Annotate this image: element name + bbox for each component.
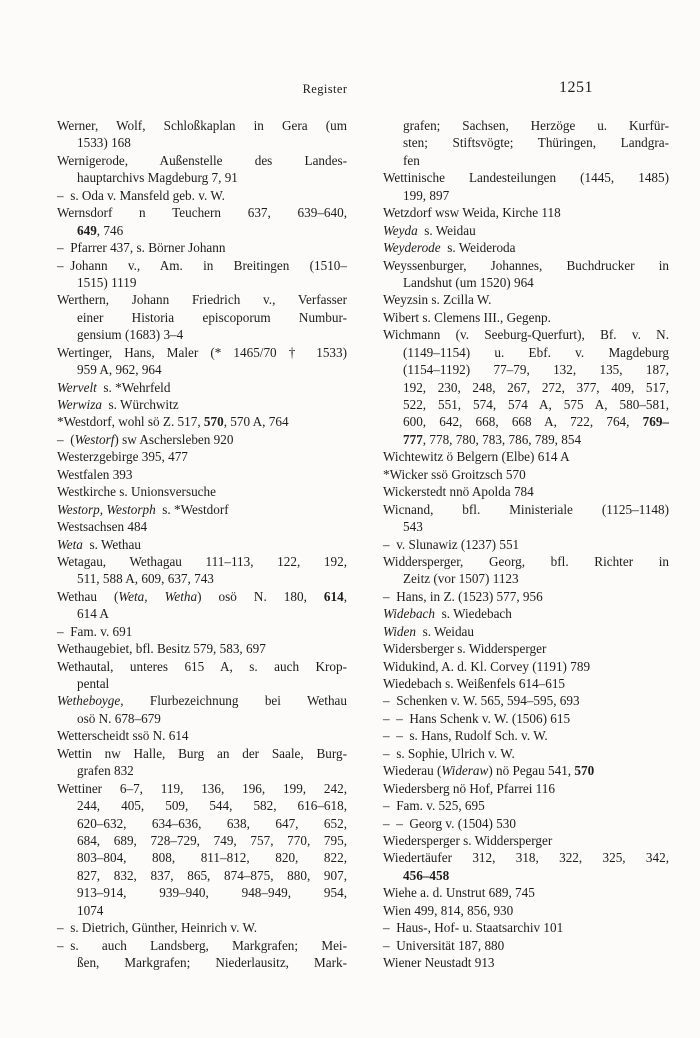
text-run: Westorf — [74, 431, 115, 447]
text-run: s. Würchwitz — [101, 397, 179, 412]
index-line — [383, 518, 669, 535]
text-run: 620–632, 634–636, 638, 647, 652, — [77, 815, 347, 831]
text-run: 777 — [403, 431, 423, 447]
index-line — [57, 553, 347, 570]
text-run: – – s. Hans, Rudolf Sch. v. W. — [383, 728, 548, 744]
text-run: – s. Oda v. Mansfeld geb. v. W. — [57, 187, 225, 203]
text-run: s. Wiedebach — [435, 606, 512, 622]
index-line — [383, 257, 669, 274]
index-line — [383, 152, 669, 169]
index-line — [383, 413, 669, 430]
text-run: 803–804, 808, 811–812, 820, 822, — [77, 850, 347, 866]
text-run: 649 — [77, 222, 97, 238]
index-line — [57, 169, 347, 186]
index-line — [383, 675, 669, 692]
text-run: Wiener Neustadt 913 — [383, 955, 495, 970]
text-run: Wickerstedt nnö Apolda 784 — [383, 484, 534, 500]
text-run: – Fam. v. 525, 695 — [383, 798, 485, 814]
index-line — [383, 849, 669, 866]
text-run: Weyderode — [383, 240, 441, 256]
index-line — [383, 954, 669, 971]
index-line — [57, 274, 347, 291]
text-run: s. Weideroda — [440, 240, 516, 256]
text-run: Wetzdorf wsw Weida, Kirche 118 — [383, 205, 561, 221]
text-run: 199, 897 — [403, 187, 450, 203]
text-run: s. Wethau — [82, 536, 141, 552]
text-run: Wernsdorf n Teuchern 637, 639–640, — [57, 205, 347, 221]
text-run: Wethaugebiet, bfl. Besitz 579, 583, 697 — [57, 641, 266, 657]
index-line — [383, 187, 669, 204]
index-line — [383, 117, 669, 134]
text-run: – Haus-, Hof- u. Staatsarchiv 101 — [383, 920, 564, 936]
index-line — [57, 309, 347, 326]
index-line — [57, 466, 347, 483]
text-run: – s. Sophie, Ulrich v. W. — [383, 745, 515, 761]
text-run: Landshut (um 1520) 964 — [403, 274, 534, 290]
text-run: (1149–1154) u. Ebf. v. Magdeburg — [403, 344, 669, 360]
index-line — [57, 623, 347, 640]
index-line — [383, 483, 669, 500]
text-run: – Schenken v. W. 565, 594–595, 693 — [383, 693, 580, 709]
text-run: grafen; Sachsen, Herzöge u. Kurfür- — [403, 118, 669, 133]
text-run: Weta — [57, 536, 83, 552]
text-run: gensium (1683) 3–4 — [77, 327, 184, 343]
text-run: – Fam. v. 691 — [57, 623, 133, 639]
index-line — [57, 483, 347, 500]
index-line — [57, 902, 347, 919]
text-run: Weyda — [383, 222, 418, 238]
index-line — [57, 884, 347, 901]
text-run: Westerzgebirge 395, 477 — [57, 449, 188, 465]
index-line — [383, 588, 669, 605]
index-line — [383, 204, 669, 221]
index-line — [383, 658, 669, 675]
left-column — [57, 117, 347, 971]
text-run: Weyssenburger, Johannes, Buchdrucker in — [383, 257, 669, 273]
right-column — [383, 117, 669, 971]
text-run: (1154–1192) 77–79, 132, 135, 187, — [403, 362, 669, 378]
index-line — [57, 762, 347, 779]
index-line — [57, 396, 347, 413]
index-line — [57, 204, 347, 221]
index-line — [57, 832, 347, 849]
index-line — [57, 257, 347, 274]
text-run: *Westdorf, wohl sö Z. 517, — [57, 414, 204, 430]
index-line — [383, 762, 669, 779]
text-run: , 570 A, 764 — [223, 414, 289, 430]
index-line — [383, 710, 669, 727]
text-run: – – Georg v. (1504) 530 — [383, 815, 516, 831]
text-run: Widdersperger, Georg, bfl. Richter in — [383, 553, 669, 569]
text-run: Westorp, Westorph — [57, 501, 156, 517]
index-line — [383, 640, 669, 657]
text-run: 913–914, 939–940, 948–949, 954, — [77, 885, 347, 901]
text-run: 543 — [403, 519, 423, 535]
text-run: ) nö Pegau 541, — [488, 763, 575, 779]
text-run: Weta, Wetha — [118, 588, 198, 604]
text-run: Wetterscheidt ssö N. 614 — [57, 728, 189, 744]
text-run: s. *Wehrfeld — [96, 379, 171, 395]
index-line — [383, 797, 669, 814]
text-run: Westfalen 393 — [57, 466, 133, 482]
text-run: Wiedersberg nö Hof, Pfarrei 116 — [383, 780, 555, 796]
index-line — [383, 239, 669, 256]
text-run: – s. auch Landsberg, Markgrafen; Mei- — [57, 937, 347, 953]
text-run: 570 — [574, 763, 595, 779]
text-run: 1074 — [77, 902, 104, 918]
text-run: Westsachsen 484 — [57, 519, 148, 535]
text-run: 192, 230, 248, 267, 272, 377, 409, 517, — [403, 379, 669, 395]
index-line — [57, 640, 347, 657]
index-line — [383, 902, 669, 919]
index-line — [383, 396, 669, 413]
index-line — [383, 361, 669, 378]
text-run: – v. Slunawiz (1237) 551 — [383, 536, 520, 552]
text-run: Wiedebach s. Weißenfels 614–615 — [383, 676, 566, 691]
index-line — [57, 448, 347, 465]
index-line — [383, 919, 669, 936]
index-line — [383, 134, 669, 151]
index-line — [57, 152, 347, 169]
index-line — [57, 605, 347, 622]
text-run: Wicnand, bfl. Ministeriale (1125–1148) — [383, 501, 669, 517]
text-run: 827, 832, 837, 865, 874–875, 880, 907, — [77, 867, 347, 883]
text-run: 1515) 1119 — [77, 274, 137, 290]
index-line — [383, 169, 669, 186]
text-run: 769– — [642, 414, 669, 430]
index-line — [57, 780, 347, 797]
index-line — [383, 536, 669, 553]
index-line — [57, 361, 347, 378]
index-line — [383, 553, 669, 570]
index-line — [57, 815, 347, 832]
text-run: Wibert s. Clemens III., Gegenp. — [383, 309, 551, 325]
index-line — [383, 501, 669, 518]
text-run: Wiedertäufer 312, 318, 322, 325, 342, — [383, 850, 669, 866]
text-run: Wertinger, Hans, Maler (* 1465/70 † 1533) — [57, 344, 347, 360]
index-line — [57, 588, 347, 605]
index-line — [383, 379, 669, 396]
text-run: 570 — [203, 414, 224, 430]
index-line — [57, 518, 347, 535]
index-line — [383, 815, 669, 832]
text-run: Widukind, A. d. Kl. Corvey (1191) 789 — [383, 658, 591, 674]
index-line — [57, 937, 347, 954]
text-run: 244, 405, 509, 544, 582, 616–618, — [77, 798, 347, 814]
text-run: , Flurbezeichnung bei Wethau — [120, 693, 347, 709]
text-run: hauptarchivs Magdeburg 7, 91 — [77, 170, 238, 186]
index-line — [57, 867, 347, 884]
text-run: 522, 551, 574, 574 A, 575 A, 580–581, — [403, 397, 669, 412]
index-line — [57, 954, 347, 971]
index-line — [383, 291, 669, 308]
index-line — [57, 675, 347, 692]
index-line — [57, 326, 347, 343]
index-line — [57, 239, 347, 256]
index-line — [57, 658, 347, 675]
text-run: – Pfarrer 437, s. Börner Johann — [57, 240, 226, 256]
text-run: Widebach — [383, 606, 436, 622]
text-run: Zeitz (vor 1507) 1123 — [403, 571, 519, 587]
index-line — [57, 344, 347, 361]
index-line — [383, 431, 669, 448]
text-run: Wettinische Landesteilungen (1445, 1485) — [383, 170, 669, 186]
text-run: 511, 588 A, 609, 637, 743 — [77, 571, 214, 587]
text-run: Wiehe a. d. Unstrut 689, 745 — [383, 885, 535, 901]
index-line — [383, 466, 669, 483]
text-run: Werner, Wolf, Schloßkaplan in Gera (um — [57, 118, 347, 133]
index-line — [383, 344, 669, 361]
text-run: einer Historia episcoporum Numbur- — [77, 309, 347, 325]
index-line — [383, 745, 669, 762]
index-line — [57, 536, 347, 553]
text-run: 600, 642, 668, 668 A, 722, 764, — [403, 414, 643, 430]
text-run: , — [343, 588, 347, 604]
index-line — [57, 134, 347, 151]
text-run: pental — [77, 676, 110, 691]
index-line — [383, 309, 669, 326]
text-run: fen — [403, 152, 420, 168]
text-run: Wethau ( — [57, 588, 119, 604]
text-run: , 778, 780, 783, 786, 789, 854 — [422, 431, 582, 447]
index-line — [57, 745, 347, 762]
index-line — [57, 222, 347, 239]
text-run: ) osö N. 180, — [197, 588, 324, 604]
text-run: Wetheboyge — [57, 693, 121, 709]
text-run: – Johann v., Am. in Breitingen (1510– — [57, 257, 347, 273]
text-run: 614 — [323, 588, 344, 604]
index-line — [57, 692, 347, 709]
text-run: ßen, Markgrafen; Niederlausitz, Mark- — [77, 955, 347, 970]
index-line — [57, 797, 347, 814]
index-line — [383, 937, 669, 954]
index-line — [383, 692, 669, 709]
text-run: ) sw Aschersleben 920 — [114, 431, 234, 447]
index-line — [57, 413, 347, 430]
index-line — [57, 727, 347, 744]
index-line — [383, 274, 669, 291]
text-run: – Hans, in Z. (1523) 577, 956 — [383, 588, 543, 604]
text-run: 614 A — [77, 606, 109, 622]
text-run: Wervelt — [57, 379, 97, 395]
index-line — [383, 623, 669, 640]
index-line — [383, 780, 669, 797]
index-line — [383, 448, 669, 465]
text-run: Wettin nw Halle, Burg an der Saale, Burg- — [57, 745, 347, 761]
text-run: s. Weidau — [415, 623, 474, 639]
text-run: Wetagau, Wethagau 111–113, 122, 192, — [57, 553, 347, 569]
index-line — [383, 727, 669, 744]
index-line — [57, 849, 347, 866]
text-run: Wernigerode, Außenstelle des Landes- — [57, 152, 347, 168]
index-line — [57, 379, 347, 396]
text-run: Werthern, Johann Friedrich v., Verfasser — [57, 292, 347, 308]
index-line — [57, 431, 347, 448]
register-heading: Register — [302, 82, 348, 96]
text-run: Widersberger s. Widdersperger — [383, 641, 547, 657]
index-line — [57, 710, 347, 727]
text-run: *Wicker ssö Groitzsch 570 — [383, 466, 526, 482]
text-run: , 746 — [96, 222, 124, 238]
text-run: Wideraw — [441, 763, 489, 779]
text-run: Westkirche s. Unionsversuche — [57, 484, 216, 500]
text-run: – s. Dietrich, Günther, Heinrich v. W. — [57, 920, 258, 936]
index-line — [383, 867, 669, 884]
index-line — [383, 605, 669, 622]
text-run: – ( — [57, 431, 75, 447]
index-line — [57, 117, 347, 134]
text-run: – – Hans Schenk v. W. (1506) 615 — [383, 710, 571, 726]
text-run: s. Weidau — [417, 222, 476, 238]
index-line — [57, 501, 347, 518]
text-run: 1533) 168 — [77, 135, 131, 151]
text-run: Wiederau ( — [383, 763, 442, 779]
text-run: sten; Stiftsvögte; Thüringen, Landgra- — [403, 135, 669, 151]
index-line — [383, 326, 669, 343]
index-line — [57, 570, 347, 587]
text-run: Wethautal, unteres 615 A, s. auch Krop- — [57, 658, 347, 674]
index-line — [57, 187, 347, 204]
text-run: 959 A, 962, 964 — [77, 362, 162, 378]
text-run: Weyzsin s. Zcilla W. — [383, 292, 492, 308]
text-run: – Universität 187, 880 — [383, 937, 505, 953]
text-run: 456–458 — [403, 867, 450, 883]
index-line — [57, 291, 347, 308]
index-line — [383, 222, 669, 239]
text-run: osö N. 678–679 — [77, 710, 161, 726]
running-head — [0, 79, 700, 99]
text-run: Wettiner 6–7, 119, 136, 196, 199, 242, — [57, 780, 347, 796]
index-line — [383, 832, 669, 849]
text-run: Werwiza — [57, 397, 102, 412]
text-run: Wichtewitz ö Belgern (Elbe) 614 A — [383, 449, 570, 465]
page-number: 1251 — [559, 79, 593, 96]
text-run: 684, 689, 728–729, 749, 757, 770, 795, — [77, 832, 347, 848]
index-line — [383, 570, 669, 587]
text-run: grafen 832 — [77, 763, 134, 779]
text-run: s. *Westdorf — [155, 501, 229, 517]
text-run: Wiedersperger s. Widdersperger — [383, 832, 553, 848]
index-line — [383, 884, 669, 901]
text-run: Wien 499, 814, 856, 930 — [383, 902, 514, 918]
text-run: Wichmann (v. Seeburg-Querfurt), Bf. v. N. — [383, 327, 669, 343]
index-line — [57, 919, 347, 936]
text-run: Widen — [383, 623, 416, 639]
